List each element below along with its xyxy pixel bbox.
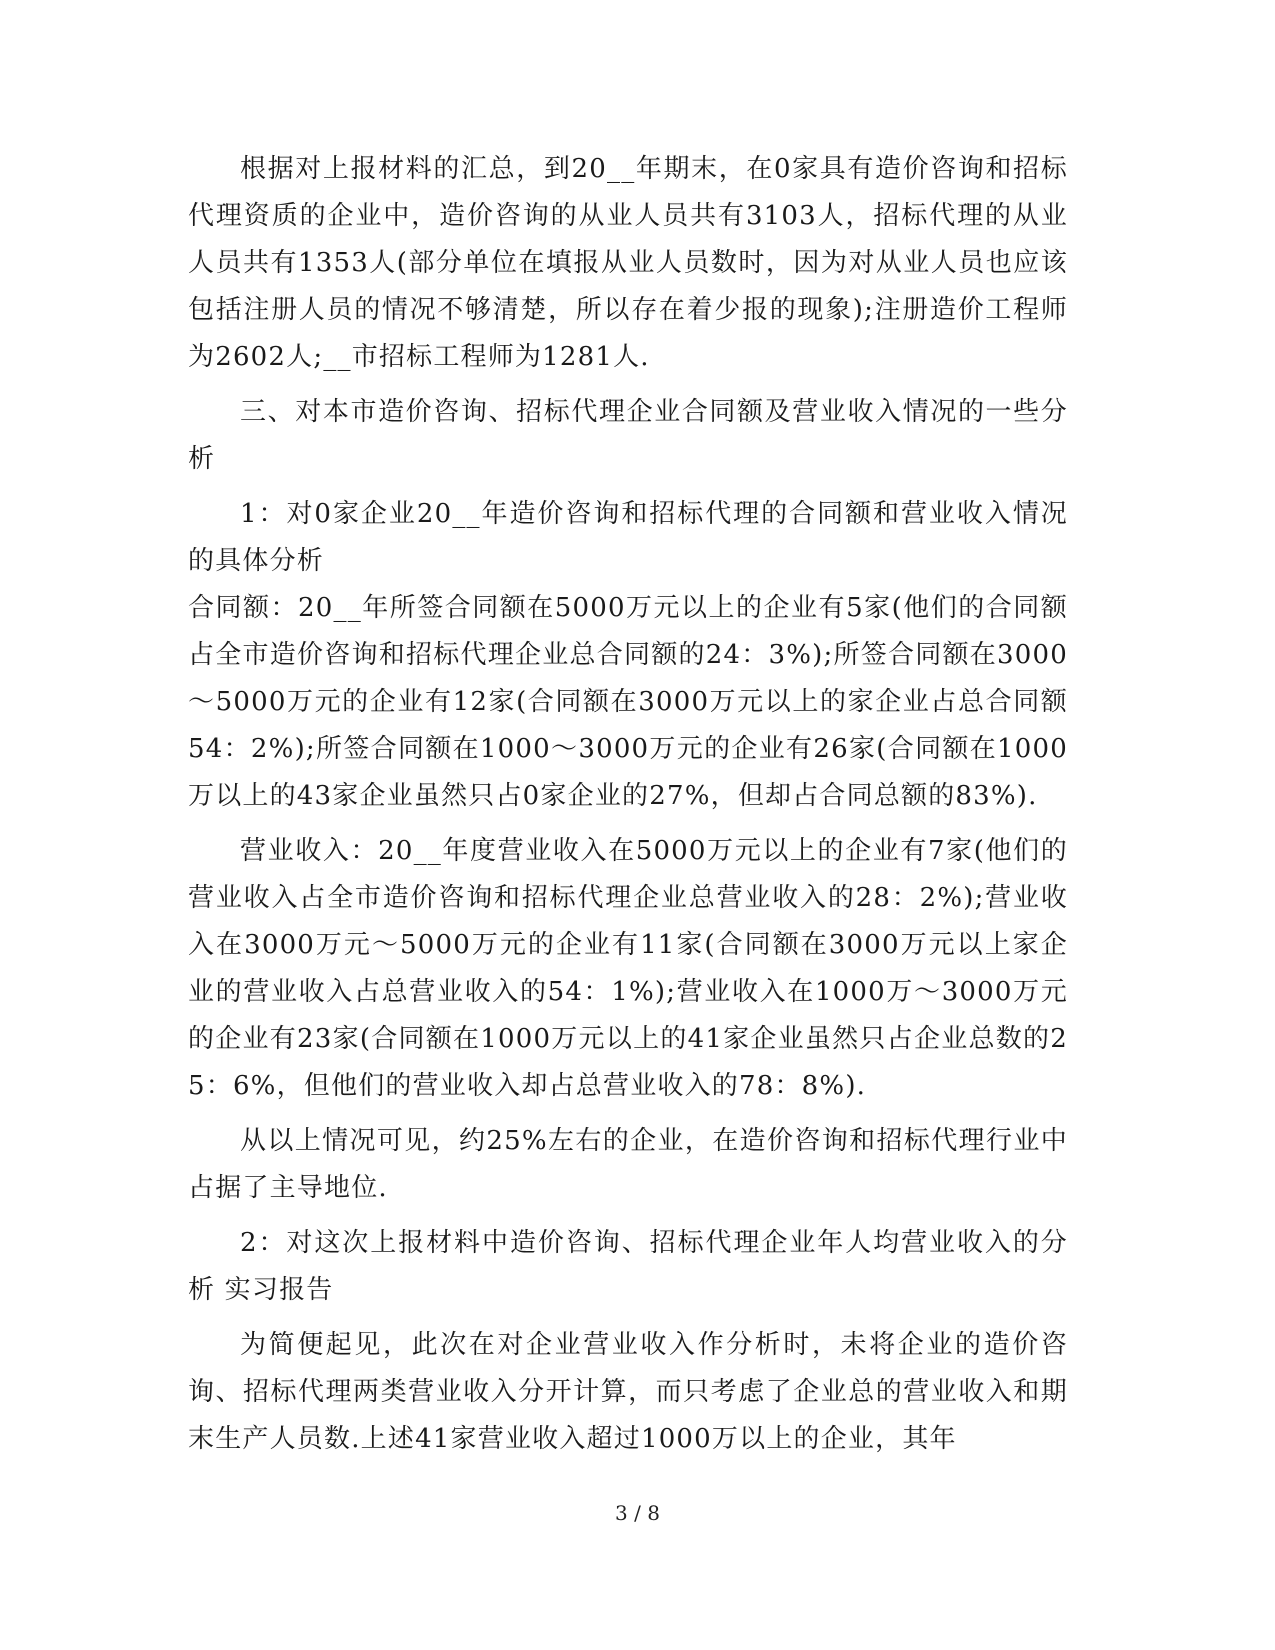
paragraph-staff-summary: 根据对上报材料的汇总，到20__年期末，在0家具有造价咨询和招标代理资质的企业中，造价咨询的从业人员共有3103人，招标代理的从业人员共有1353人(部分单位在填报从业人员数时，因为对从业人员也应该包括注册人员的情况不够清楚，所以存在着少报的现象);注册造价工程师为2602人;__市招标工程师为1281人. (188, 154, 1068, 372)
document-body (188, 146, 1068, 1463)
paragraph-per-capita: 为简便起见，此次在对企业营业收入作分析时，未将企业的造价咨询、招标代理两类营业收入分开计算，而只考虑了企业总的营业收入和期末生产人员数.上述41家营业收入超过1000万以上的企业，其年 (188, 1330, 1068, 1454)
paragraph-contract-amount: 合同额：20__年所签合同额在5000万元以上的企业有5家(他们的合同额占全市造价咨询和招标代理企业总合同额的24：3%);所签合同额在3000～5000万元的企业有12家(合同额在3000万元以上的家企业占总合同额54：2%);所签合同额在1000～3000万元的企业有26家(合同额在1000万以上的43家企业虽然只占0家企业的27%，但却占合同总额的83%). (188, 593, 1068, 811)
page-number: 3 / 8 (615, 1501, 660, 1525)
paragraph-conclusion: 从以上情况可见，约25%左右的企业，在造价咨询和招标代理行业中占据了主导地位. (188, 1126, 1068, 1203)
subheading-one: 1：对0家企业20__年造价咨询和招标代理的合同额和营业收入情况的具体分析 (188, 499, 1068, 576)
section-heading-three: 三、对本市造价咨询、招标代理企业合同额及营业收入情况的一些分析 (188, 397, 1068, 474)
subheading-two: 2：对这次上报材料中造价咨询、招标代理企业年人均营业收入的分析 实习报告 (188, 1228, 1068, 1305)
paragraph-revenue: 营业收入：20__年度营业收入在5000万元以上的企业有7家(他们的营业收入占全市造价咨询和招标代理企业总营业收入的28：2%);营业收入在3000万元～5000万元的企业有11家(合同额在3000万元以上家企业的营业收入占总营业收入的54：1%);营业收入在1000万～3000万元的企业有23家(合同额在1000万元以上的41家企业虽然只占企业总数的25：6%，但他们的营业收入却占总营业收入的78：8%). (188, 836, 1068, 1101)
